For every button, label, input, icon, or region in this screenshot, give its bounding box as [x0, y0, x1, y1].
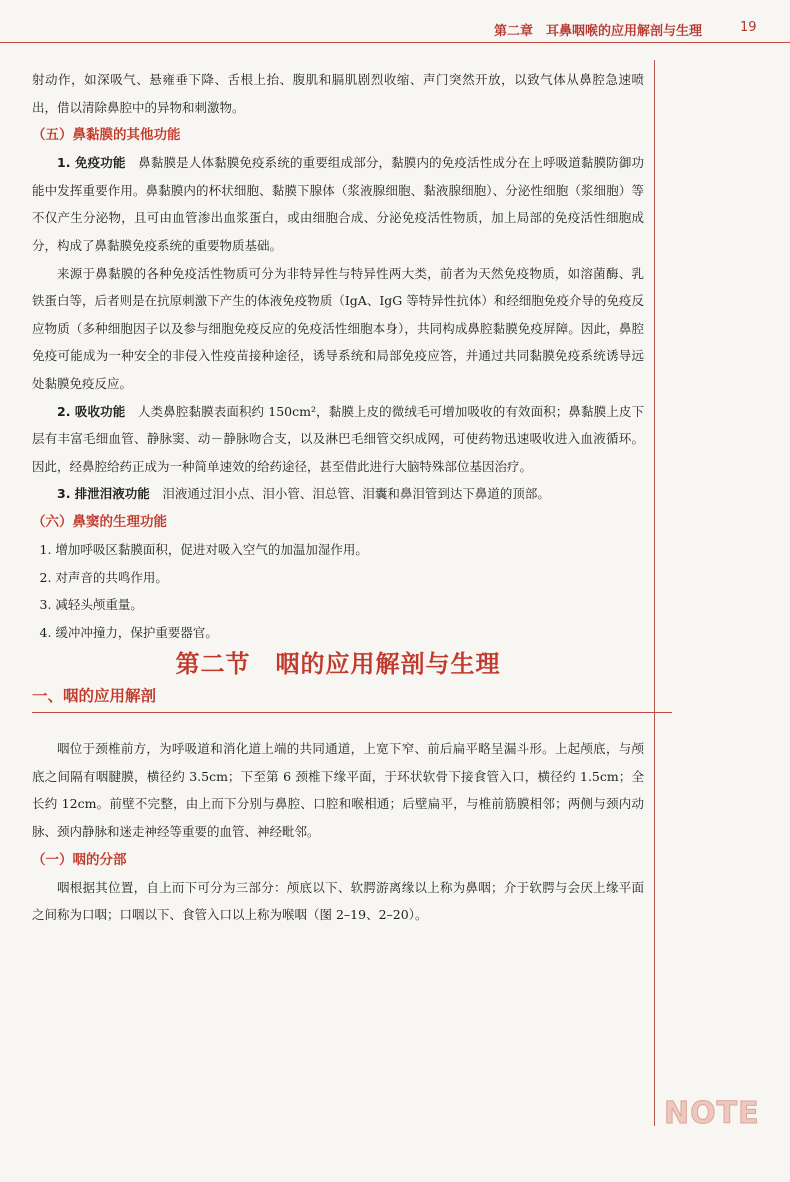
- paragraph-continuation: 射动作，如深吸气、悬雍垂下降、舌根上抬、腹肌和膈肌剧烈收缩、声门突然开放，以致气体从鼻腔急速喷出，借以清除鼻腔中的异物和刺激物。: [32, 72, 644, 115]
- list-item: 2. 对声音的共鸣作用。: [39, 569, 168, 585]
- absorption-function-text: 人类鼻腔黏膜表面积约 150cm²，黏膜上皮的微绒毛可增加吸收的有效面积；鼻黏膜上皮下层有丰富毛细血管、静脉窦、动－静脉吻合支，以及淋巴毛细管交织成网，可使药物迅速吸收进入血液循环。因此，经鼻腔给药正成为一种简单速效的给药途径，甚至借此进行大脑特殊部位基因治疗。: [32, 403, 644, 474]
- heading-pharynx-applied-anatomy: 一、咽的应用解剖: [32, 682, 672, 713]
- paragraph-absorption-function: [32, 398, 644, 481]
- list-item: 3. 减轻头颅重量。: [39, 597, 143, 613]
- page-body: [32, 66, 644, 929]
- paragraph-pharynx-divisions: 咽根据其位置，自上而下可分为三部分：颅底以下、软腭游离缘以上称为鼻咽；介于软腭与会厌上缘平面之间称为口咽；口咽以下、食管入口以上称为喉咽（图 2–19、2–20）。: [32, 879, 644, 923]
- absorption-function-lead: 2. 吸收功能: [57, 403, 126, 419]
- paragraph-pharynx-overview: 咽位于颈椎前方，为呼吸道和消化道上端的共同通道，上宽下窄、前后扁平略呈漏斗形。上起颅底，与颅底之间隔有咽腱膜，横径约 3.5cm；下至第 6 颈椎下缘平面，于环状软骨下接食管入口，横径约 1.5cm；全长约 12cm。前壁不完整，由上而下分别与鼻腔、口腔和喉相通；后壁扁平，与椎前筋膜相邻；两侧与颈内动脉、颈内静脉和迷走神经等重要的血管、神经毗邻。: [32, 741, 644, 840]
- tear-drainage-text: 泪液通过泪小点、泪小管、泪总管、泪囊和鼻泪管到达下鼻道的顶部。: [162, 486, 550, 502]
- heading-sinus-physiology: （六）鼻窦的生理功能: [32, 513, 167, 530]
- paragraph-immune-function: [32, 149, 644, 259]
- heading-pharynx-divisions: （一）咽的分部: [32, 851, 127, 868]
- section-title: 第二节 咽的应用解剖与生理: [175, 650, 501, 679]
- tear-drainage-lead: 3. 排泄泪液功能: [57, 486, 150, 502]
- list-item: 4. 缓冲冲撞力，保护重要器官。: [39, 624, 218, 640]
- note-margin-label: NOTE: [664, 1096, 760, 1131]
- paragraph-tear-drainage: [32, 480, 644, 508]
- paragraph-immune-substances: 来源于鼻黏膜的各种免疫活性物质可分为非特异性与特异性两大类，前者为天然免疫物质，如溶菌酶、乳铁蛋白等，后者则是在抗原刺激下产生的体液免疫物质（IgA、IgG 等特异性抗体）和经细胞免疫介导的免疫反应物质（多种细胞因子以及参与细胞免疫反应的免疫活性细胞本身），共同构成鼻腔黏膜免疫屏障。因此，鼻腔免疫可能成为一种安全的非侵入性疫苗接种途径，诱导系统和局部免疫应答，并通过共同黏膜免疫系统诱导远处黏膜免疫反应。: [32, 265, 644, 391]
- header-divider: [0, 42, 790, 43]
- page-header: [0, 0, 790, 48]
- immune-function-text: 鼻黏膜是人体黏膜免疫系统的重要组成部分，黏膜内的免疫活性成分在上呼吸道黏膜防御功能中发挥重要作用。鼻黏膜内的杯状细胞、黏膜下腺体（浆液腺细胞、黏液腺细胞）、分泌性细胞（浆细胞）等不仅产生分泌物，且可由血管渗出血浆蛋白，或由细胞合成、分泌免疫活性物质，加上局部的免疫活性细胞成分，构成了鼻黏膜免疫系统的重要物质基础。: [32, 155, 644, 253]
- page-number: 19: [740, 20, 757, 35]
- margin-divider: [654, 60, 655, 1126]
- chapter-title: 第二章 耳鼻咽喉的应用解剖与生理: [494, 24, 703, 39]
- heading-nasal-mucosa-other-functions: （五）鼻黏膜的其他功能: [32, 127, 181, 144]
- list-item: 1. 增加呼吸区黏膜面积，促进对吸入空气的加温加湿作用。: [39, 541, 368, 557]
- immune-function-lead: 1. 免疫功能: [57, 155, 126, 171]
